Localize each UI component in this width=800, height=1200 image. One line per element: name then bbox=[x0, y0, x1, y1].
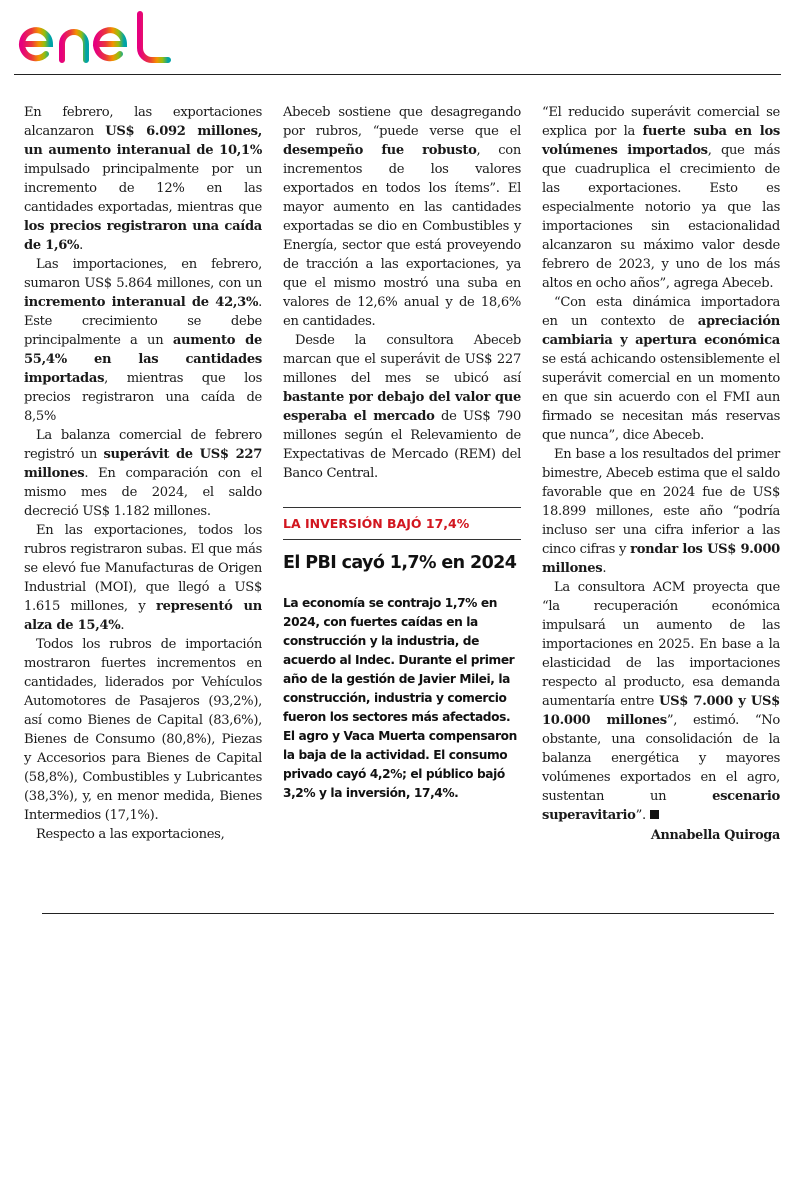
col1-paragraph-5: Todos los rubros de importación mostraron fuertes incrementos en cantidades, liderados por Vehículos Automotores de Pasajeros (93,2%), así como Bienes de Capital (83,6%), Bienes de Consumo (80,8%), Piezas y Accesorios para Bienes de Capital (58,8%), Combustibles y Lubricantes (38,3%), y, en menor medida, Bienes Intermedios (17,1%). bbox=[24, 637, 262, 823]
col3-paragraph-1: “El reducido superávit comercial se explica por la fuerte suba en los volúmenes importados, que más que cuadruplica el crecimiento de las exportaciones. Esto es especialmente notorio ya que las importaciones sin estacionalidad alcanzaron su máximo valor desde febrero de 2023, y uno de los más altos en ocho años”, agrega Abeceb. bbox=[542, 105, 781, 291]
col1-paragraph-6: Respecto a las exportaciones, bbox=[36, 827, 225, 842]
article-column-1 bbox=[24, 103, 262, 844]
sidebar-kicker: LA INVERSIÓN BAJÓ 17,4% bbox=[283, 516, 470, 531]
sidebar-kicker-divider bbox=[283, 539, 521, 540]
col1-paragraph-1: En febrero, las exportaciones alcanzaron US$ 6.092 millones, un aumento interanual de 10,1% impulsado principalmente por un incremento de 12% en las cantidades exportadas, mientras que los precios registraron una caída de 1,6%. bbox=[24, 105, 262, 253]
col3-paragraph-3: En base a los resultados del primer bimestre, Abeceb estima que el saldo favorable que en 2024 fue de US$ 18.899 millones, este año “podría incluso ser una cifra inferior a las cinco cifras y rondar los US$ 9.000 millones. bbox=[542, 447, 780, 576]
end-of-article-mark bbox=[650, 810, 659, 819]
col1-paragraph-2: Las importaciones, en febrero, sumaron US$ 5.864 millones, con un incremento interanual de 42,3%. Este crecimiento se debe principalmente a un aumento de 55,4% en las cantidades importadas, mientras que los precios registraron una caída de 8,5% bbox=[24, 257, 262, 424]
bottom-divider bbox=[42, 913, 774, 914]
sidebar-title: El PBI cayó 1,7% en 2024 bbox=[283, 553, 517, 573]
enel-logo bbox=[18, 8, 178, 68]
col2-paragraph-2: Desde la consultora Abeceb marcan que el superávit de US$ 227 millones del mes se ubicó así bastante por debajo del valor que esperaba el mercado de US$ 790 millones según el Relevamiento de Expectativas de Mercado (REM) del Banco Central. bbox=[283, 333, 521, 481]
article-column-2 bbox=[283, 103, 521, 803]
col1-paragraph-4: En las exportaciones, todos los rubros registraron subas. El que más se elevó fue Manufacturas de Origen Industrial (MOI), que llegó a US$ 1.615 millones, y representó un alza de 15,4%. bbox=[24, 523, 262, 633]
col3-paragraph-4: La consultora ACM proyecta que “la recuperación económica impulsará un aumento de las importaciones en 2025. En base a la elasticidad de las importaciones respecto al producto, esa demanda aumentaría entre US$ 7.000 y US$ 10.000 millones”, estimó. “No obstante, una consolidación de la balanza energética y mayores volúmenes exportados en el agro, sustentan un escenario superavitario”. bbox=[542, 580, 781, 823]
article-column-3 bbox=[542, 103, 780, 845]
col3-paragraph-2: “Con esta dinámica importadora en un contexto de apreciación cambiaria y apertura económica se está achicando ostensiblemente el superávit comercial en un momento en que sin acuerdo con el FMI aun firmado se necesitan más reservas que nunca”, dice Abeceb. bbox=[542, 295, 780, 443]
top-divider bbox=[14, 74, 781, 75]
col2-paragraph-1: Abeceb sostiene que desagregando por rubros, “puede verse que el desempeño fue robusto, con incrementos de los valores exportados en todos los ítems”. El mayor aumento en las cantidades exportadas se dio en Combustibles y Energía, sector que está proveyendo de tracción a las exportaciones, ya que el mismo mostró una suba en valores de 12,6% anual y de 18,6% en cantidades. bbox=[283, 105, 521, 329]
sidebar-body: La economía se contrajo 1,7% en 2024, con fuertes caídas en la construcción y la industria, de acuerdo al Indec. Durante el primer año de la gestión de Javier Milei, la construcción, industria y comercio fueron los sectores más afectados. El agro y Vaca Muerta compensaron la baja de la actividad. El consumo privado cayó 4,2%; el público bajó 3,2% y la inversión, 17,4%. bbox=[283, 596, 517, 800]
article-author: Annabella Quiroga bbox=[650, 828, 780, 843]
col1-paragraph-3: La balanza comercial de febrero registró un superávit de US$ 227 millones. En comparación con el mismo mes de 2024, el saldo decreció US$ 1.182 millones. bbox=[24, 428, 263, 519]
